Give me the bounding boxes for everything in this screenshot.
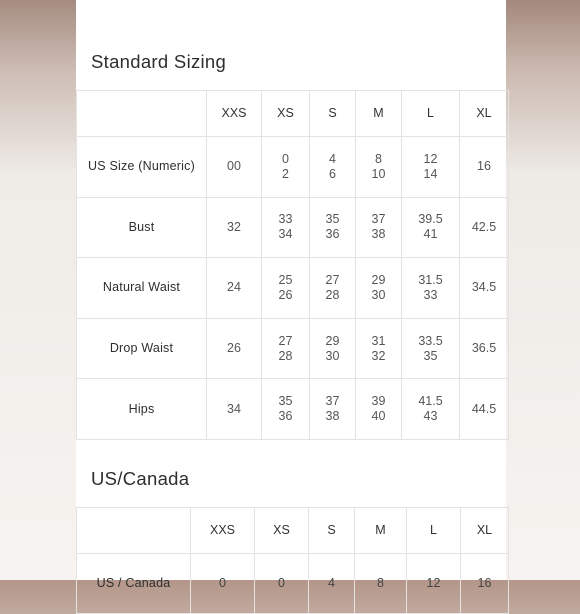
size-value: 33 — [278, 212, 293, 227]
size-value: 31.5 — [418, 272, 443, 287]
size-value-cell — [356, 379, 402, 440]
table-row — [77, 379, 509, 440]
size-value: 41.5 — [418, 394, 443, 409]
size-value: 14 — [423, 166, 438, 181]
size-value-cell — [402, 137, 460, 198]
row-label: Drop Waist — [77, 318, 207, 379]
column-header: XS — [255, 508, 309, 554]
corner-cell — [77, 91, 207, 137]
size-value: 36.5 — [471, 341, 497, 356]
column-header: XL — [460, 91, 509, 137]
column-header: L — [407, 508, 461, 554]
column-header: XL — [461, 508, 509, 554]
size-value-cell — [402, 197, 460, 258]
column-header: M — [355, 508, 407, 554]
size-value: 31 — [371, 333, 386, 348]
size-value: 24 — [227, 280, 241, 295]
size-value-cell — [356, 137, 402, 198]
size-value: 39.5 — [418, 212, 443, 227]
size-value: 44.5 — [471, 401, 497, 416]
size-value-cell — [262, 379, 310, 440]
size-value: 34 — [227, 401, 241, 416]
size-value-cell — [460, 258, 509, 319]
size-chart-card — [76, 0, 506, 590]
size-value: 8 — [375, 151, 382, 166]
size-value-cell — [309, 554, 355, 614]
size-value: 40 — [371, 409, 386, 424]
size-value: 2 — [282, 166, 289, 181]
size-value-cell — [461, 554, 509, 614]
size-value: 12 — [426, 576, 441, 590]
size-value: 42.5 — [471, 219, 497, 234]
column-header: XS — [262, 91, 310, 137]
size-value-cell — [207, 318, 262, 379]
size-value-cell — [402, 258, 460, 319]
size-value: 4 — [328, 576, 335, 590]
size-value: 30 — [325, 348, 340, 363]
size-value-cell — [356, 318, 402, 379]
size-value: 0 — [282, 151, 289, 166]
size-value: 36 — [278, 409, 293, 424]
size-value: 33.5 — [418, 333, 443, 348]
table-row — [77, 318, 509, 379]
size-value: 35 — [423, 348, 438, 363]
size-value: 34.5 — [471, 280, 497, 295]
size-value: 37 — [325, 394, 340, 409]
size-value-cell — [207, 379, 262, 440]
column-header: L — [402, 91, 460, 137]
table-row — [77, 137, 509, 198]
header-row — [77, 91, 509, 137]
size-value: 29 — [325, 333, 340, 348]
column-header: S — [310, 91, 356, 137]
header-row — [77, 508, 509, 554]
table-row — [77, 554, 509, 614]
background-right — [506, 0, 580, 580]
row-label: Natural Waist — [77, 258, 207, 319]
size-value-cell — [262, 318, 310, 379]
size-value-cell — [255, 554, 309, 614]
table-row — [77, 258, 509, 319]
size-value-cell — [310, 258, 356, 319]
size-value-cell — [402, 318, 460, 379]
size-value-cell — [262, 197, 310, 258]
size-value: 6 — [329, 166, 336, 181]
size-value: 35 — [278, 394, 293, 409]
size-value: 25 — [278, 272, 293, 287]
size-value: 16 — [477, 159, 491, 174]
size-value: 4 — [329, 151, 336, 166]
size-value: 32 — [371, 348, 386, 363]
size-value-cell — [460, 379, 509, 440]
column-header: M — [356, 91, 402, 137]
size-value-cell — [355, 554, 407, 614]
size-value-cell — [310, 137, 356, 198]
size-value: 36 — [325, 227, 340, 242]
size-value-cell — [402, 379, 460, 440]
size-value-cell — [310, 318, 356, 379]
size-value-cell — [460, 318, 509, 379]
size-value-cell — [460, 137, 509, 198]
column-header: XXS — [207, 91, 262, 137]
size-value: 26 — [278, 287, 293, 302]
size-value-cell — [356, 258, 402, 319]
standard-sizing-table — [76, 90, 509, 440]
section-title-standard-sizing: Standard Sizing — [91, 51, 227, 72]
size-value-cell — [407, 554, 461, 614]
size-value: 10 — [371, 166, 386, 181]
section-title-us-canada: US/Canada — [91, 468, 190, 489]
row-label: US / Canada — [77, 554, 191, 614]
size-value-cell — [262, 258, 310, 319]
size-value: 30 — [371, 287, 386, 302]
size-value: 12 — [423, 151, 438, 166]
column-header: S — [309, 508, 355, 554]
size-value: 27 — [278, 333, 293, 348]
size-value: 00 — [227, 159, 241, 174]
size-value: 0 — [219, 576, 226, 590]
size-value-cell — [191, 554, 255, 614]
size-value: 33 — [423, 287, 438, 302]
row-label: Hips — [77, 379, 207, 440]
size-value: 0 — [278, 576, 285, 590]
size-value-cell — [207, 137, 262, 198]
size-value-cell — [310, 197, 356, 258]
table-row — [77, 197, 509, 258]
corner-cell — [77, 508, 191, 554]
size-value: 26 — [227, 341, 241, 356]
size-value: 38 — [371, 227, 386, 242]
size-value-cell — [207, 258, 262, 319]
size-value-cell — [356, 197, 402, 258]
row-label: US Size (Numeric) — [77, 137, 207, 198]
size-value-cell — [460, 197, 509, 258]
size-value: 28 — [325, 287, 340, 302]
size-value: 32 — [227, 219, 241, 234]
size-value: 43 — [423, 409, 438, 424]
size-value: 29 — [371, 272, 386, 287]
size-value-cell — [262, 137, 310, 198]
row-label: Bust — [77, 197, 207, 258]
size-value: 37 — [371, 212, 386, 227]
size-value: 27 — [325, 272, 340, 287]
size-value: 28 — [278, 348, 293, 363]
size-value: 41 — [423, 227, 438, 242]
size-value-cell — [207, 197, 262, 258]
size-value: 38 — [325, 409, 340, 424]
size-value: 8 — [377, 576, 384, 590]
size-value: 35 — [325, 212, 340, 227]
column-header: XXS — [191, 508, 255, 554]
size-value: 39 — [371, 394, 386, 409]
size-value: 34 — [278, 227, 293, 242]
background-left — [0, 0, 76, 580]
size-value: 16 — [477, 576, 492, 590]
size-value-cell — [310, 379, 356, 440]
us-canada-table — [76, 507, 509, 614]
